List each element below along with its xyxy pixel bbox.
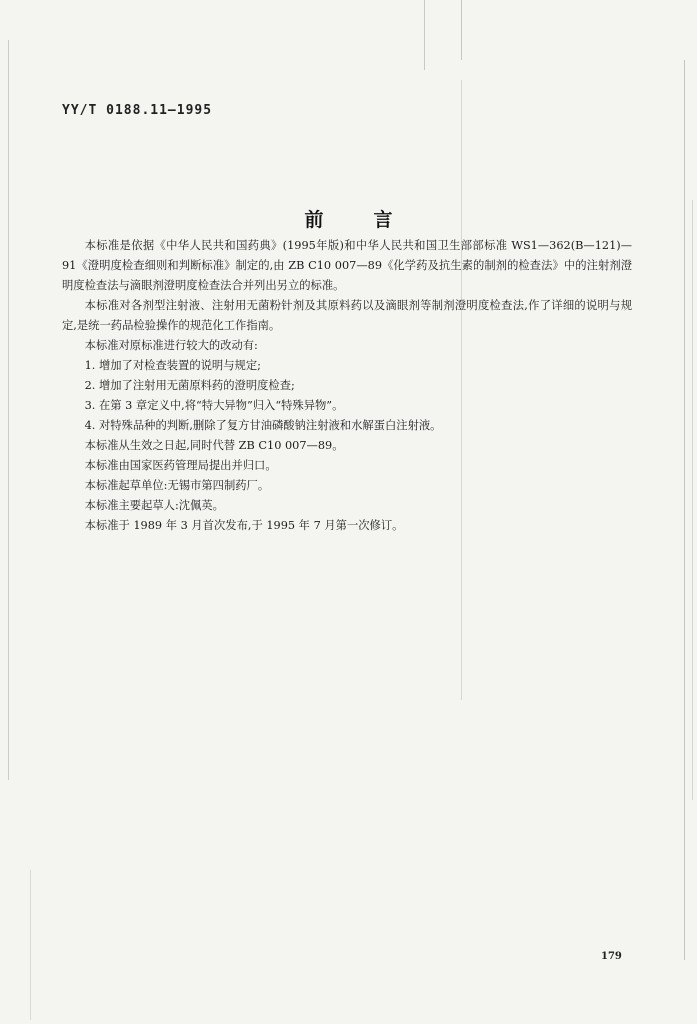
- foreword-paragraph: 本标准于 1989 年 3 月首次发布,于 1995 年 7 月第一次修订。: [84, 519, 404, 532]
- foreword-paragraph: 本标准起草单位:无锡市第四制药厂。: [84, 479, 270, 492]
- foreword-paragraph: 本标准对原标准进行较大的改动有:: [84, 339, 258, 352]
- scan-artifact-line: [684, 60, 685, 960]
- scan-artifact-line: [8, 40, 9, 780]
- foreword-paragraph: 本标准主要起草人:沈佩英。: [84, 499, 224, 512]
- foreword-paragraph: 本标准是依据《中华人民共和国药典》(1995年版)和中华人民共和国卫生部部标准 WS1—362(B—121)—91《澄明度检查细则和判断标准》制定的,由 ZB C10 007—89《化学药及抗生素的制剂的检查法》中的注射剂澄明度检查法与滴眼剂澄明度检查法合并列出另立的标准。: [62, 239, 632, 292]
- scan-artifact-line: [692, 200, 693, 800]
- scan-artifact-line: [424, 0, 425, 70]
- page-heading: 前言: [304, 209, 443, 231]
- foreword-paragraph: 本标准从生效之日起,同时代替 ZB C10 007—89。: [84, 439, 344, 452]
- scan-artifact-line: [461, 0, 462, 60]
- foreword-list-item: 4. 对特殊品种的判断,删除了复方甘油磷酸钠注射液和水解蛋白注射液。: [84, 419, 442, 432]
- foreword-body: [62, 236, 632, 536]
- standard-code: YY/T 0188.11—1995: [62, 103, 213, 118]
- foreword-list-item: 2. 增加了注射用无菌原料药的澄明度检查;: [84, 379, 295, 392]
- foreword-paragraph: 本标准对各剂型注射液、注射用无菌粉针剂及其原料药以及滴眼剂等制剂澄明度检查法,作了详细的说明与规定,是统一药品检验操作的规范化工作指南。: [62, 299, 632, 332]
- foreword-paragraph: 本标准由国家医药管理局提出并归口。: [84, 459, 277, 472]
- scan-artifact-line: [30, 870, 31, 1020]
- foreword-list-item: 1. 增加了对检查装置的说明与规定;: [84, 359, 261, 372]
- foreword-list-item: 3. 在第 3 章定义中,将“特大异物”归入“特殊异物”。: [84, 399, 344, 412]
- page-number: 179: [601, 951, 622, 962]
